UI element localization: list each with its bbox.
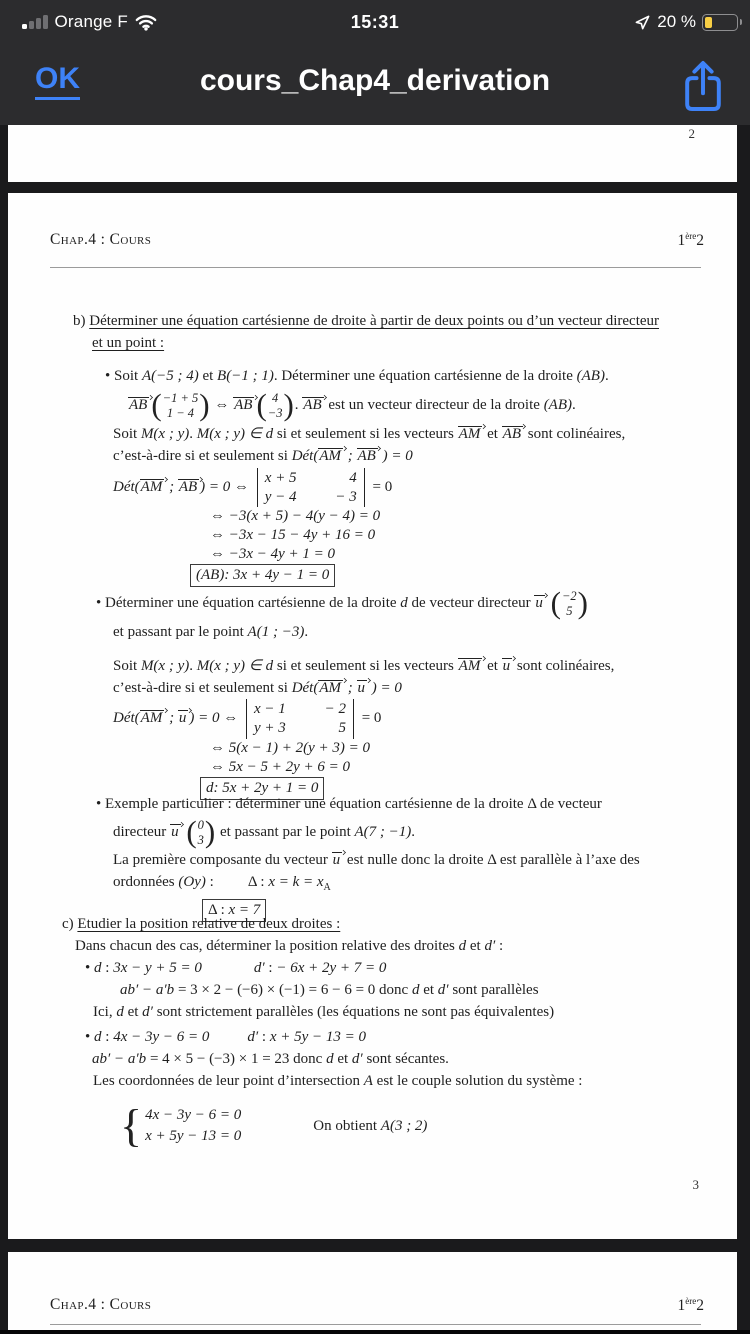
page-gap [0, 182, 750, 193]
math-line: Soit M(x ; y). M(x ; y) ∈ d si et seulement si les vecteurs AM et u sont colinéaires, [113, 658, 615, 674]
math-line: ⇔ −3x − 4y + 1 = 0 [210, 546, 336, 563]
section-c-case2 [50, 1026, 707, 1152]
header-chapter: Chap.4 : Cours [50, 231, 152, 248]
math-line: • Déterminer une équation cartésienne de la droite d de vecteur directeur u ( −2 5 ) [96, 585, 588, 621]
math-line: On obtient A(3 ; 2) [313, 1117, 428, 1134]
status-bar [0, 0, 750, 44]
math-line: Dét(AM ; u ) = 0 ⇔ x − 1 − 2 y + 3 5 = 0 [113, 699, 707, 739]
done-button[interactable]: OK [35, 62, 80, 100]
math-line: ordonnées (Oy) : Δ : $x = k = x_A$ [113, 874, 331, 893]
math-line: La première composante du vecteur u est nulle donc la droite Δ est parallèle à l’axe des [113, 852, 640, 868]
math-line: Dét(AM ; AB ) = 0 ⇔ x + 5 4 y − 4 − 3 = 0 [113, 467, 707, 507]
math-line: c’est-à-dire si et seulement si Dét(AM ; u ) = 0 [113, 680, 402, 696]
equation-system [120, 1100, 707, 1152]
system-brace: { [120, 1100, 143, 1152]
math-line: • d : 3x − y + 5 = 0 d′ : − 6x + 2y + 7 = 0 [85, 960, 387, 976]
math-line: Dans chacun des cas, déterminer la position relative des droites d et d′ : [75, 938, 504, 954]
header-chapter: Chap.4 : Cours [50, 1296, 152, 1313]
status-right [634, 0, 738, 44]
pdf-page-4-top [8, 1252, 737, 1330]
header-rule [50, 1324, 701, 1325]
math-line: Les coordonnées de leur point d’intersection A est le couple solution du système : [93, 1073, 583, 1089]
battery-percent: 20 % [657, 12, 696, 31]
math-line: c’est-à-dire si et seulement si Dét(AM ; AB ) = 0 [113, 448, 413, 464]
section-c-case1 [50, 913, 707, 1023]
math-line: ⇔ 5x − 5 + 2y + 6 = 0 [210, 758, 351, 775]
math-line: ⇔ 5(x − 1) + 2(y + 3) = 0 [210, 739, 371, 756]
top-chrome [0, 0, 750, 125]
battery-icon [702, 14, 738, 31]
math-line: • d : 4x − 3y − 6 = 0 d′ : x + 5y − 13 = 0 [85, 1029, 367, 1045]
pdf-page-2-bottom [8, 125, 737, 182]
math-line: directeur u ( 0 3 ) et passant par le point A(7 ; −1). [113, 814, 416, 850]
section-two-points [50, 365, 707, 587]
heading-line: b) Déterminer une équation cartésienne de droite à partir de deux points ou d’un vecteur directeur [73, 313, 660, 329]
header-rule [50, 267, 701, 268]
math-line: x + 5y − 13 = 0 [145, 1128, 242, 1144]
pdf-page-3 [8, 193, 737, 1239]
math-line: Ici, d et d′ sont strictement parallèles (les équations ne sont pas équivalentes) [93, 1004, 555, 1020]
math-line: Soit M(x ; y). M(x ; y) ∈ d si et seulement si les vecteurs AM et AB sont colinéaires, [113, 426, 626, 442]
page-header [50, 231, 704, 250]
page-number: 2 [688, 126, 695, 141]
clock: 15:31 [350, 11, 400, 32]
screen-bottom-edge [0, 1330, 750, 1334]
header-class: 1ère2 [677, 1296, 704, 1315]
page-number: 3 [692, 1177, 699, 1192]
navigation-bar [0, 44, 750, 125]
page-gap [0, 1239, 750, 1252]
share-button[interactable] [680, 58, 726, 114]
heading-line: et un point : [92, 335, 165, 351]
math-line: ab′ − a′b = 4 × 5 − (−3) × 1 = 23 donc d et d′ sont sécantes. [92, 1051, 449, 1067]
heading-line: c) Etudier la position relative de deux droites : [62, 916, 341, 932]
math-line: AB ( −1 + 5 1 − 4 ) ⇔ AB ( 4 −3 ) . AB est un vecteur directeur de la droite (AB). [129, 387, 576, 423]
math-line: et passant par le point A(1 ; −3). [113, 624, 309, 640]
location-arrow-icon [634, 14, 651, 31]
section-exemple-particulier [50, 793, 707, 922]
math-line: Δ : x = 7 [202, 899, 707, 922]
math-line: • Soit A(−5 ; 4) et B(−1 ; 1). Déterminer une équation cartésienne de la droite (AB). [105, 368, 609, 384]
math-line: (AB): 3x + 4y − 1 = 0 [190, 564, 707, 587]
pdf-viewer[interactable] [0, 125, 750, 1334]
section-vector-director [50, 585, 707, 800]
math-line: d: 5x + 2y + 1 = 0 [200, 777, 707, 800]
math-line: ⇔ −3(x + 5) − 4(y − 4) = 0 [210, 508, 381, 525]
math-line: • Exemple particulier : déterminer une équation cartésienne de la droite Δ de vecteur [96, 796, 602, 812]
section-b-heading [50, 310, 707, 354]
math-line: ab′ − a′b = 3 × 2 − (−6) × (−1) = 6 − 6 = 0 donc d et d′ sont parallèles [120, 982, 539, 998]
document-title: cours_Chap4_derivation [199, 64, 551, 97]
carrier-label: Orange F [54, 12, 128, 31]
header-class: 1ère2 [677, 231, 704, 250]
page-header [50, 1296, 704, 1315]
math-line: ⇔ −3x − 15 − 4y + 16 = 0 [210, 527, 376, 544]
math-line: 4x − 3y − 6 = 0 [145, 1107, 242, 1123]
